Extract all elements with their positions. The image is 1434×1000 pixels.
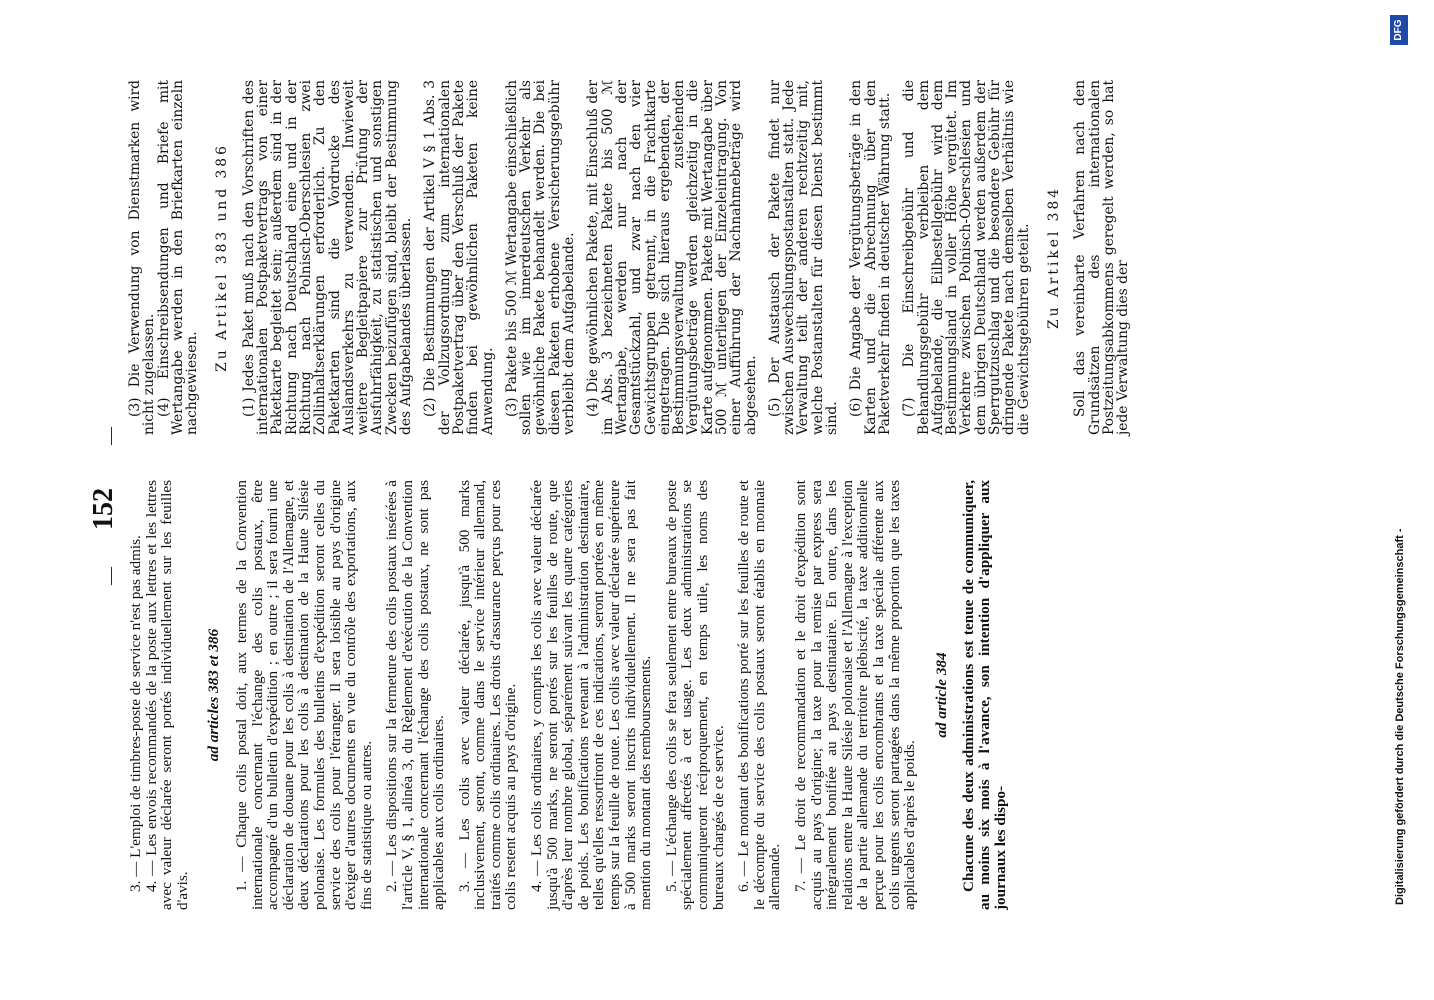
dfg-logo: DFG [1390,15,1408,45]
fr-paragraph: 6. — Le montant des bonifications porté sur les feuilles de route et le décompte du service des colis postaux seront établis en monnaie allemande. [735,480,784,910]
fr-paragraph: 4. — Les envois recommandés de la poste aux lettres et les lettres avec valeur déclarée seront portés individuellement sur les feuilles d'avis. [142,480,191,910]
fr-paragraph: Chacune des deux administrations est tenue de communiquer, au moins six mois à l'avance, son intention d'appliquer aux journaux les dispo- [960,480,1009,910]
page-header [88,0,128,1000]
de-paragraph: (4) Einschreibsendungen und Briefe mit Wertangabe werden in den Briefkarten einzeln nachgewiesen. [155,80,201,435]
digitization-footer [1370,0,1430,1000]
header-dash-left: — [100,567,120,585]
fr-paragraph: 1. — Chaque colis postal doit, aux termes de la Convention internationale concernant l'échange des colis postaux, être accompagné d'un bulletin d'expédition ; en outre ; il sera fourni une déclaration de douane pour les colis à destination de l'Allemagne, et deux déclarations pour les colis à destination de la Haute Silésie polonaise. Les formules des bulletins d'expédition seront celles du service des colis pour l'étranger. Il sera loisible au pays d'origine d'exiger d'autres documents en vue du contrôle des exportations, aux fins de statistique ou autres. [232,480,375,910]
digitization-note: Digitalisierung gefördert durch die Deutsche Forschungsgemeinschaft - [1394,528,1406,905]
de-paragraph: (2) Die Bestimmungen der Artikel V § 1 Abs. 3 der Vollzugsordnung zum internationalen Postpaketvertrag über den Verschluß der Pakete finden bei gewöhnlichen Paketen keine Anwendung. [422,80,496,435]
fr-section-heading: ad articles 383 et 386 [205,628,223,762]
fr-paragraph: 3. — Les colis avec valeur déclarée, jusqu'à 500 marks inclusivement, seront, comme dans le service intérieur allemand, traités comme colis ordinaires. Les droits d'assurance perçus pour ces colis restent acquis au pays d'origine. [455,480,520,910]
de-section-heading: Zu Artikel 383 und 386 [214,143,231,372]
de-section-heading: Zu Artikel 384 [1045,185,1062,330]
fr-paragraph: 3. — L'emploi de timbres-poste de service n'est pas admis. [127,535,144,892]
fr-paragraph: 7. — Le droit de recommandation et le droit d'expédition sont acquis au pays d'origine; la taxe pour la remise par express sera intégralement bonifiée au pays destinataire. En outre, dans les relations entre la Haute Silésie polonaise et l'Allemagne à l'exception de la partie allemande du territoire plébiscité, la taxe additionnelle perçue pour les colis encombrants et la taxe spéciale afférente aux colis urgents seront partagées dans la même proportion que les taxes applicables d'après le poids. [791,480,919,910]
fr-paragraph: 2. — Les dispositions sur la fermeture des colis postaux insérées à l'article V, § 1, alinéa 3, du Règlement d'exécution de la Convention internationale concernant l'échange des colis postaux, ne sont pas applicables aux colis ordinaires. [383,480,448,910]
de-paragraph: (6) Die Angabe der Vergütungsbeträge in den Karten und die Abrechnung über den Paketverkehr finden in deutscher Währung statt. [848,80,893,435]
de-paragraph: (3) Pakete bis 500 ℳ Wertangabe einschließlich sollen wie im innerdeutschen Verkehr als gewöhnliche Pakete behandelt werden. Die bei diesen Paketen erhobene Versicherungsgebühr verbleibt dem Aufgabelande. [503,80,578,435]
fr-paragraph: 4. — Les colis ordinaires, y compris les colis avec valeur déclarée jusqu'à 500 marks, ne seront portés sur les feuilles de route, que d'après leur nombre global, séparément suivant les quatre catégories de poids. Les bonifications revenant à l'administration destinataire, telles qu'elles ressortiront de ces indications, seront portées en même temps sur la feuille de route. Les colis avec valeur déclarée supérieure à 500 marks seront inscrits individuellement. Il ne sera pas fait mention du montant des remboursements. [528,480,655,910]
de-paragraph: (5) Der Austausch der Pakete findet nur zwischen Auswechslungspostanstalten statt. Jede Verwaltung teilt der anderen rechtzeitig mit, welche Postanstalten für diesen Dienst bestimmt sind. [766,80,841,435]
french-column [128,480,1008,910]
fr-section-heading: ad article 384 [932,652,950,738]
de-paragraph: (4) Die gewöhnlichen Pakete, mit Einschluß der im Abs. 3 bezeichneten Pakete bis 500 ℳ Wertangabe, werden nur nach der Gesamtstückzahl, und zwar nach den vier Gewichtsgruppen getrennt, in die Frachtkarte eingetragen. Die sich hieraus ergebenden, der Bestimmungsverwaltung zustehenden Vergütungsbeträge werden gleichzeitig in die Karte aufgenommen. Pakete mit Wertangabe über 500 ℳ unterliegen der Einzeleintragung. Von einer Aufführung der Nachnahmebeträge wird abgesehen. [585,80,759,435]
fr-paragraph: 5. — L'échange des colis se fera seulement entre bureaux de poste spécialement affectés à cet usage. Les deux administrations se communiqueront réciproquement, en temps utile, les noms des bureaux chargés de ce service. [662,480,727,910]
german-column [128,80,1130,435]
page-number: 152 [88,488,119,530]
header-dash-right: — [100,427,120,445]
de-paragraph: (1) Jedes Paket muß nach den Vorschriften des internationalen Postpaketvertrags von einer Paketkarte begleitet sein; außerdem sind in der Richtung nach Deutschland eine und in der Richtung nach Polnisch-Oberschlesien zwei Zollinhaltserklärungen erforderlich. Zu den Paketkarten sind die Vordrucke des Auslandsverkehrs zu verwenden. Inwieweit weitere Begleitpapiere zur Prüfung der Ausfuhrfähigkeit, zu statistischen und sonstigen Zwecken beizufügen sind, bleibt der Bestimmung des Aufgabelandes überlassen. [240,80,415,435]
de-paragraph: Soll das vereinbarte Verfahren nach den Grundsätzen des internationalen Postzeitungsabkommens geregelt werden, so hat jede Verwaltung dies der [1072,80,1132,435]
de-paragraph: (3) Die Verwendung von Dienstmarken wird nicht zugelassen. [127,80,158,435]
de-paragraph: (7) Die Einschreibgebühr und die Behandlungsgebühr verbleiben dem Aufgabelande, die Eilbestellgebühr wird dem Bestimmungsland in voller Höhe vergütet. Im Verkehre zwischen Polnisch-Oberschlesien und dem übrigen Deutschland werden außerdem der Sperrgutzuschlag und die besondere Gebühr für dringende Pakete nach demselben Verhältnis wie die Gewichtsgebühren geteilt. [901,80,1032,435]
